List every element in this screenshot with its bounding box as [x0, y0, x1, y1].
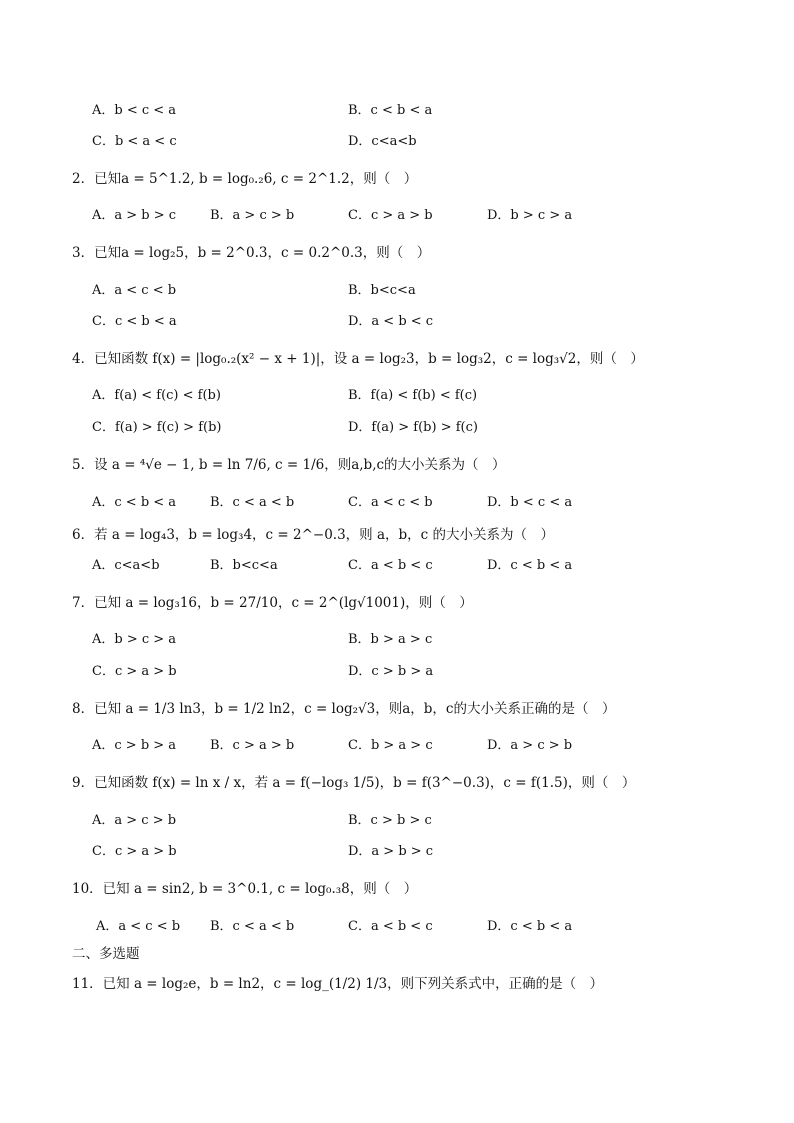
option-a: A．f(a) < f(c) < f(b): [92, 388, 221, 403]
option-b: B．c < a < b: [210, 495, 295, 510]
option-b: B．b > a > c: [348, 632, 433, 647]
question-stem: 5．设 a = ⁴√e − 1, b = ln 7/6, c = 1/6，则a,b,c的大小关系为（ ）: [72, 457, 506, 473]
option-d: D．f(a) > f(b) > f(c): [348, 420, 478, 435]
option-b: B．c < a < b: [210, 919, 295, 934]
option-a: A．c > b > a: [92, 738, 177, 753]
option-c: C．c > a > b: [92, 844, 177, 859]
option-b: B．c > b > c: [348, 813, 432, 828]
option-a: A．a < c < b: [96, 919, 181, 934]
option-a: A．a > c > b: [92, 813, 177, 828]
question-stem: 10．已知 a = sin2, b = 3^0.1, c = log₀.₃8，则（ ）: [72, 881, 418, 897]
option-c: C．a < b < c: [348, 558, 433, 573]
question-stem: 4．已知函数 f(x) = |log₀.₂(x² − x + 1)|，设 a = log₂3，b = log₃2，c = log₃√2，则（ ）: [72, 351, 644, 367]
option-c: C．b < a < c: [92, 134, 177, 149]
option-c: C．f(a) > f(c) > f(b): [92, 420, 222, 435]
option-d: D．a > b > c: [348, 844, 434, 859]
option-d: D．c < b < a: [487, 919, 573, 934]
option-d: D．b > c > a: [487, 208, 573, 223]
question-stem: 9．已知函数 f(x) = ln x / x，若 a = f(−log₃ 1/5)，b = f(3^−0.3)，c = f(1.5)，则（ ）: [72, 775, 636, 791]
option-d: D．a < b < c: [348, 314, 434, 329]
option-a: A．c < b < a: [92, 495, 177, 510]
option-b: B．c < b < a: [348, 103, 433, 118]
section-heading: 二、多选题: [72, 946, 140, 962]
option-b: B．c > a > b: [210, 738, 295, 753]
question-stem: 8．已知 a = 1/3 ln3，b = 1/2 ln2，c = log₂√3，则a，b，c的大小关系正确的是（ ）: [72, 701, 616, 717]
question-stem: 6．若 a = log₄3，b = log₃4，c = 2^−0.3，则 a，b，c 的大小关系为（ ）: [72, 527, 555, 543]
option-b: B．b<c<a: [210, 558, 278, 573]
option-d: D．c > b > a: [348, 664, 434, 679]
question-stem: 3．已知a = log₂5，b = 2^0.3，c = 0.2^0.3，则（ ）: [72, 245, 431, 261]
option-c: C．c > a > b: [92, 664, 177, 679]
option-a: A．a < c < b: [92, 283, 177, 298]
question-stem: 11．已知 a = log₂e，b = ln2，c = log_(1/2) 1/3，则下列关系式中，正确的是（ ）: [72, 976, 604, 992]
option-a: A．b > c > a: [92, 632, 177, 647]
option-b: B．f(a) < f(b) < f(c): [348, 388, 478, 403]
option-a: A．a > b > c: [92, 208, 177, 223]
option-d: D．c<a<b: [348, 134, 417, 149]
option-d: D．c < b < a: [487, 558, 573, 573]
option-c: C．a < c < b: [348, 495, 433, 510]
option-a: A．b < c < a: [92, 103, 177, 118]
option-b: B．a > c > b: [210, 208, 295, 223]
option-c: C．b > a > c: [348, 738, 433, 753]
question-stem: 7．已知 a = log₃16，b = 27/10，c = 2^(lg√1001)，则（ ）: [72, 595, 473, 611]
option-c: C．c < b < a: [92, 314, 177, 329]
option-d: D．a > c > b: [487, 738, 573, 753]
option-b: B．b<c<a: [348, 283, 416, 298]
question-stem: 2．已知a = 5^1.2, b = log₀.₂6, c = 2^1.2，则（ ）: [72, 171, 418, 187]
option-c: C．c > a > b: [348, 208, 433, 223]
option-d: D．b < c < a: [487, 495, 573, 510]
option-c: C．a < b < c: [348, 919, 433, 934]
option-a: A．c<a<b: [92, 558, 160, 573]
